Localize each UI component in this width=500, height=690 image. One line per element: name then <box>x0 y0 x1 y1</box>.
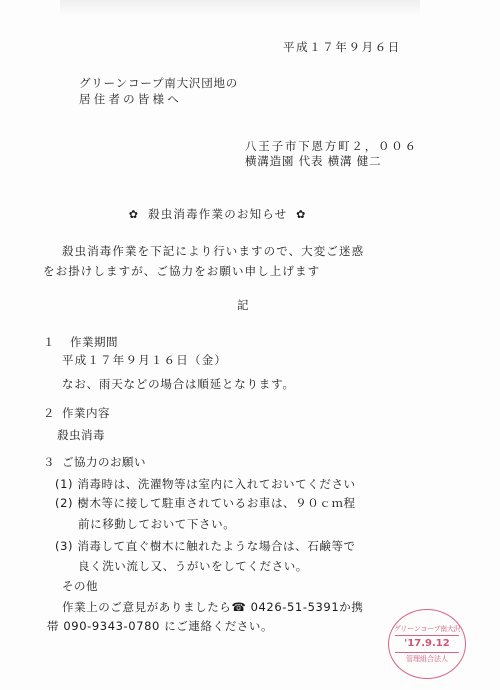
contact-line-2: 帯 090-9343-0780 にご連絡ください。 <box>47 619 274 633</box>
section-1-label: 作業期間 <box>70 335 118 349</box>
body-line-1: 殺虫消毒作業を下記により行いますので、大変ご迷惑 <box>62 244 365 258</box>
rain-note: なお、雨天などの場合は順延となります。 <box>62 377 295 391</box>
other-label: その他 <box>62 579 98 593</box>
stamp-date: '17.9.12 <box>404 638 450 649</box>
work-date: 平成１７年９月１６日（金） <box>62 353 228 367</box>
notice-date: 平成１７年９月６日 <box>283 40 401 54</box>
notice-title-row <box>120 206 315 222</box>
section-3-label: ご協力のお願い <box>62 455 146 469</box>
section-2-number: ２ <box>43 406 55 420</box>
flower-icon: ✿ <box>296 208 307 221</box>
body-line-2: をお掛けしますが、ご協力をお願い申し上げます <box>43 264 321 278</box>
request-item-2: (2) 樹木等に接して駐車されているお車は、９０ｃｍ程 <box>55 496 356 510</box>
flower-icon: ✿ <box>128 208 140 221</box>
addressee-line-2: 居住者の皆様へ <box>79 92 182 106</box>
scan-shadow <box>60 0 420 14</box>
request-item-1: (1) 消毒時は、洗濯物等は室内に入れておいてください <box>55 477 356 491</box>
request-item-2-cont: 前に移動しておいて下さい。 <box>78 517 236 531</box>
sender-name: 横溝造園 代表 横溝 健二 <box>245 154 382 168</box>
addressee-line-1: グリーンコープ南大沢団地の <box>79 76 239 90</box>
stamp-divider <box>395 652 459 653</box>
section-3-number: ３ <box>43 455 55 469</box>
request-item-3-cont: 良く洗い流し又、うがいをしてください。 <box>78 559 308 573</box>
section-2-label: 作業内容 <box>62 406 110 420</box>
request-item-3: (3) 消毒して直ぐ樹木に触れたような場合は、石鹸等で <box>55 539 356 553</box>
section-1-number: １ <box>43 335 55 349</box>
work-content: 殺虫消毒 <box>57 428 105 442</box>
ki-heading: 記 <box>237 298 249 312</box>
notice-title: 殺虫消毒作業のお知らせ <box>148 207 288 221</box>
sender-address: 八王子市下恩方町２，００６ <box>245 139 418 153</box>
contact-line-1: 作業上のご意見がありましたら☎ 0426-51-5391か携 <box>62 600 364 614</box>
stamp-divider <box>395 635 459 636</box>
received-stamp <box>388 609 466 679</box>
stamp-association: 管理組合法人 <box>406 655 448 663</box>
stamp-org: グリーンコープ南大沢 <box>393 625 461 633</box>
